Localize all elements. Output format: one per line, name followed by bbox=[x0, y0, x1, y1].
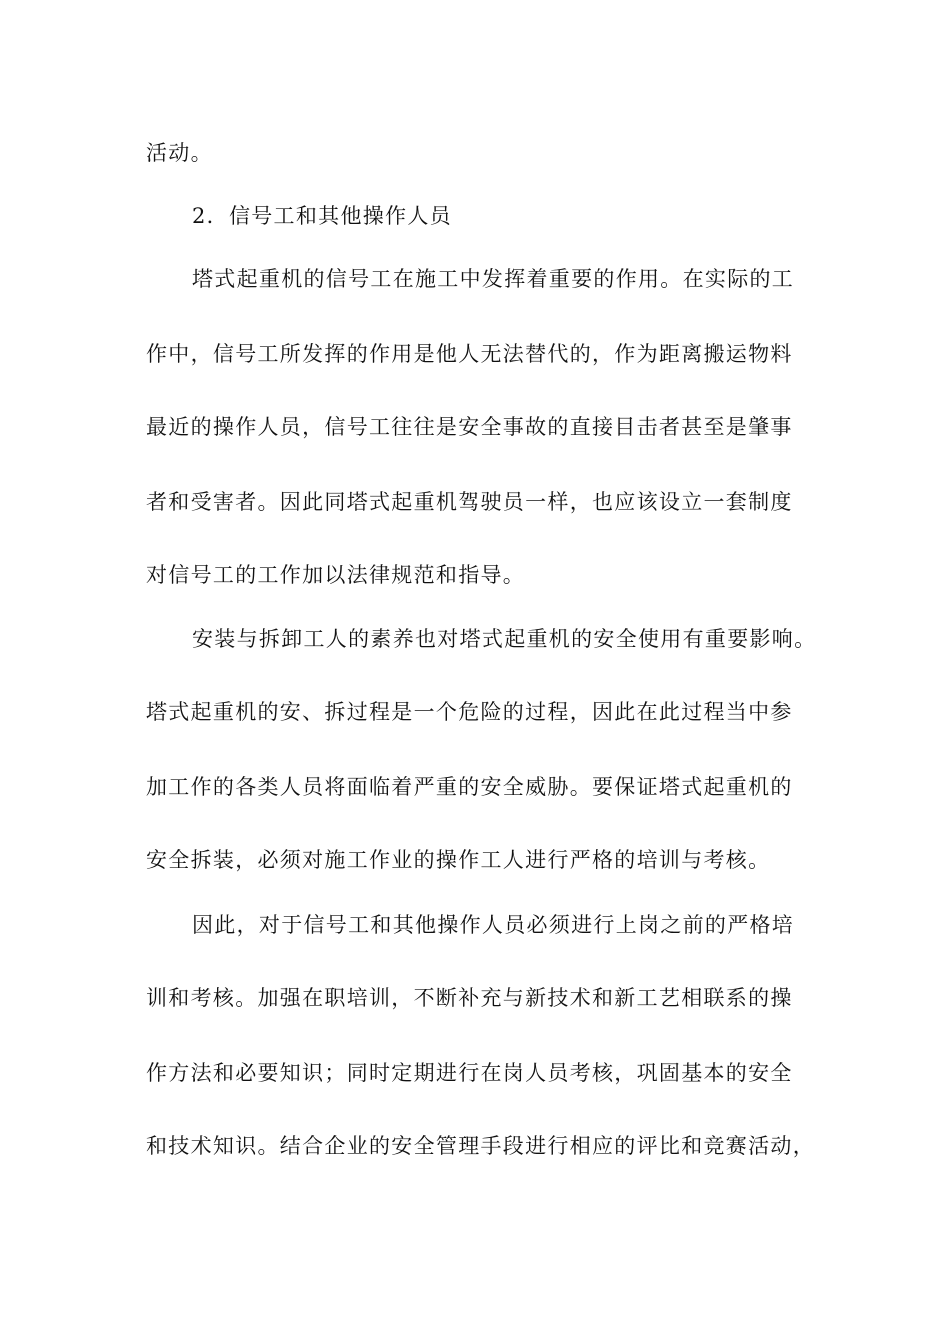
text-line: 和技术知识。结合企业的安全管理手段进行相应的评比和竞赛活动， bbox=[146, 1134, 815, 1158]
section-heading: 2．信号工和其他操作人员 bbox=[192, 204, 452, 228]
text-line: 最近的操作人员，信号工往往是安全事故的直接目击者甚至是肇事 bbox=[146, 415, 793, 439]
text-line: 作中，信号工所发挥的作用是他人无法替代的，作为距离搬运物料 bbox=[146, 342, 793, 366]
text-line: 加工作的各类人员将面临着严重的安全威胁。要保证塔式起重机的 bbox=[146, 775, 793, 799]
text-line: 活动。 bbox=[146, 141, 213, 165]
text-line: 因此，对于信号工和其他操作人员必须进行上岗之前的严格培 bbox=[192, 913, 795, 937]
text-line: 安装与拆卸工人的素养也对塔式起重机的安全使用有重要影响。 bbox=[192, 627, 817, 651]
text-line: 对信号工的工作加以法律规范和指导。 bbox=[146, 563, 526, 587]
text-line: 塔式起重机的信号工在施工中发挥着重要的作用。在实际的工 bbox=[192, 267, 795, 291]
text-line: 塔式起重机的安、拆过程是一个危险的过程，因此在此过程当中参 bbox=[146, 700, 793, 724]
text-line: 者和受害者。因此同塔式起重机驾驶员一样，也应该设立一套制度 bbox=[146, 490, 793, 514]
text-line: 作方法和必要知识；同时定期进行在岗人员考核，巩固基本的安全 bbox=[146, 1061, 793, 1085]
text-line: 训和考核。加强在职培训，不断补充与新技术和新工艺相联系的操 bbox=[146, 986, 793, 1010]
text-line: 安全拆装，必须对施工作业的操作工人进行严格的培训与考核。 bbox=[146, 848, 771, 872]
